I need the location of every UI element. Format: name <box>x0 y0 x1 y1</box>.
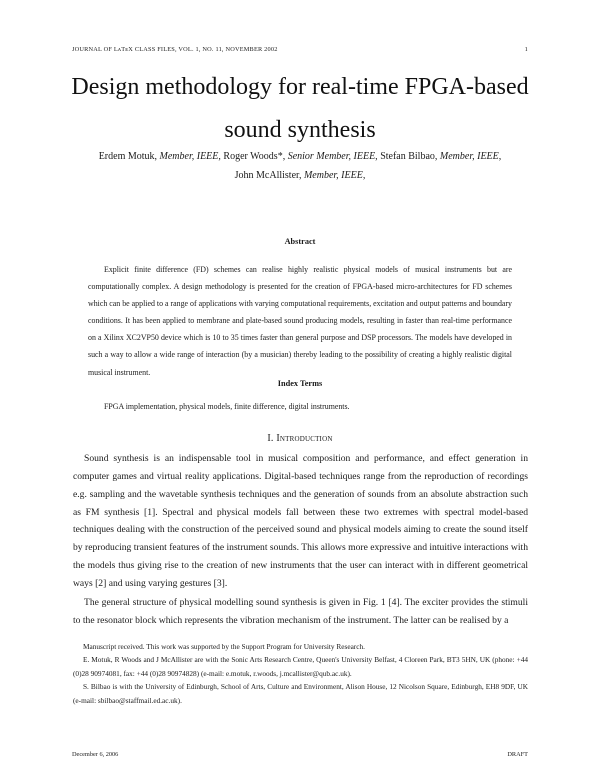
author-1-name: Erdem Motuk, <box>98 151 160 162</box>
footer-date: December 6, 2006 <box>72 751 119 758</box>
body-paragraph: The general structure of physical modelling sound synthesis is given in Fig. 1 [4]. The exciter provides the stimuli to the resonator block which represents the vibration mechanism of the instrument. The latter can be realised by a <box>73 597 528 626</box>
author-3-role: Member, IEEE, <box>439 151 502 162</box>
author-4-role: Member, IEEE, <box>303 170 366 181</box>
author-4-name: John McAllister, <box>234 170 304 181</box>
section-title: Introduction <box>276 433 333 444</box>
page-number: 1 <box>524 46 528 53</box>
footnote: Manuscript received. This work was supported by the Support Program for University Research. <box>83 642 365 651</box>
footnotes <box>73 640 528 707</box>
index-terms-heading: Index Terms <box>277 379 323 388</box>
journal-name: JOURNAL OF LᴀTᴇX CLASS FILES, VOL. 1, NO. 11, NOVEMBER 2002 <box>72 46 278 53</box>
abstract-text: Explicit finite difference (FD) schemes can realise highly realistic physical models of musical instruments but are computationally complex. A design methodology is presented for the creation of FPGA-based micro-architectures for FD schemes which can be applied to a range of applications with varying computational requirements, excitation and output patterns and boundary conditions. It has been applied to membrane and plate-based sound producing models, resulting in faster than real-time performance on a Xilinx XC2VP50 device which is 10 to 35 times faster than general purpose and DSP processors. The models have developed in such a way to allow a wide range of interaction (by a musician) thereby leading to the possibility of creating a highly realistic digital musical instrument. <box>88 265 512 377</box>
author-3-name: Stefan Bilbao, <box>377 151 440 162</box>
running-header <box>72 46 528 53</box>
author-2-role: Senior Member, IEEE, <box>287 151 378 162</box>
body-paragraph: Sound synthesis is an indispensable tool in musical composition and performance, and effect generation in computer games and virtual reality applications. Digital-based techniques range from the reproduction of recordings e.g. sampling and the wavetable synthesis techniques and the generation of sounds from an absolute abstraction such as FM synthesis [1]. Spectral and physical models fall between these two extremes with spectral model-based techniques dealing with the construction of the perceived sound and physical models aiming to create the sound itself by reproducing transient features of the instrument sounds. This allows more expressive and intuitive interactions with the models thus giving rise to the creation of new instruments that the user can interact with in different geometrical ways [2] and using varying gestures [3]. <box>73 453 528 589</box>
page-footer <box>72 751 528 758</box>
section-number: I. <box>267 433 274 444</box>
author-1-role: Member, IEEE, <box>159 151 221 162</box>
abstract-heading: Abstract <box>284 237 316 246</box>
footnote: S. Bilbao is with the University of Edinburgh, School of Arts, Culture and Environment, Alison House, 12 Nicolson Square, Edinburgh, EH8 9DF, UK (e-mail: sbilbao@staffmail.ed.ac.uk). <box>73 682 528 705</box>
author-list <box>60 147 540 185</box>
footnote: E. Motuk, R Woods and J McAllister are with the Sonic Arts Research Centre, Queen's University Belfast, 4 Cloreen Park, BT3 5HN, UK (phone: +44 (0)28 90974081, fax: +44 (0)28 90974828) (e-mail: e.motuk, r.woods, j.mcallister@qub.ac.uk). <box>73 655 528 678</box>
footer-status: DRAFT <box>507 751 528 758</box>
author-2-name: Roger Woods*, <box>220 151 288 162</box>
index-terms-text: FPGA implementation, physical models, finite difference, digital instruments. <box>104 402 350 411</box>
paper-title: Design methodology for real-time FPGA-based sound synthesis <box>71 74 529 143</box>
section-heading <box>0 433 600 444</box>
